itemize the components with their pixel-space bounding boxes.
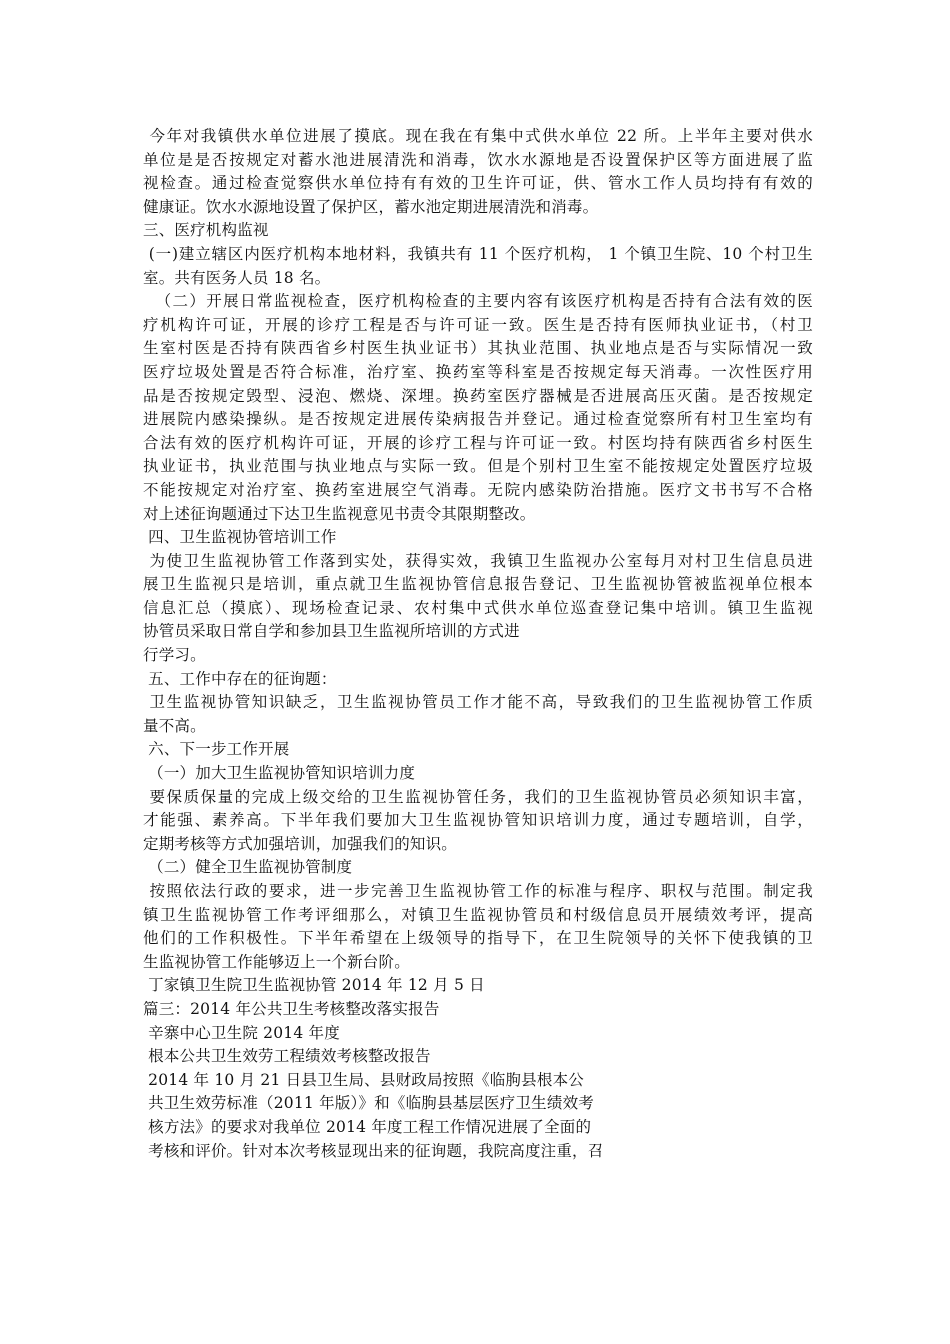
text-line: 健康证。饮水水源地设置了保护区，蓄水池定期进展清洗和消毒。	[143, 197, 599, 216]
text-line: 医疗垃圾处置是否符合标准，治疗室、换药室等科室是否按规定每天消毒。一次性医疗用	[143, 362, 813, 381]
text-line: 品是否按规定毁型、浸泡、燃烧、深埋。换药室医疗器械是否进展高压灭菌。是否按规定	[143, 386, 813, 405]
text-line: 疗机构许可证，开展的诊疗工程是否与许可证一致。医生是否持有医师执业证书，（村卫	[143, 315, 813, 334]
text-line: 定期考核等方式加强培训，加强我们的知识。	[143, 834, 458, 853]
text-line: 他们的工作积极性。下半年希望在上级领导的指导下，在卫生院领导的关怀下使我镇的卫	[143, 929, 813, 948]
text-line: 进展院内感染操纵。是否按规定进展传染病报告并登记。通过检查觉察所有村卫生室均有	[143, 410, 813, 429]
text-line: 才能强、素养高。下半年我们要加大卫生监视协管知识培训力度，通过专题培训，自学，	[143, 811, 813, 830]
text-line: 要保质保量的完成上级交给的卫生监视协管任务，我们的卫生监视协管员必须知识丰富，	[143, 787, 813, 806]
text-line: 镇卫生监视协管工作考评细那么，对镇卫生监视协管员和村级信息员开展绩效考评，提高	[143, 905, 813, 924]
text-line: 单位是是否按规定对蓄水池进展清洗和消毒，饮水水源地是否设置保护区等方面进展了监	[143, 150, 813, 169]
text-line: 生室村医是否持有陕西省乡村医生执业证书）其执业范围、执业地点是否与实际情况一致	[143, 339, 813, 358]
text-line: 卫生监视协管知识缺乏，卫生监视协管员工作才能不高，导致我们的卫生监视协管工作质	[143, 693, 813, 712]
text-line: (一)建立辖区内医疗机构本地材料，我镇共有 11 个医疗机构， 1 个镇卫生院、10 个村卫生	[143, 244, 813, 263]
text-line: 对上述征询题通过下达卫生监视意见书责令其限期整改。	[143, 504, 536, 523]
text-line: 为使卫生监视协管工作落到实处，获得实效，我镇卫生监视办公室每月对村卫生信息员进	[143, 551, 813, 570]
article-title: 篇三：2014 年公共卫生考核整改落实报告	[143, 999, 440, 1018]
report-subtitle: 根本公共卫生效劳工程绩效考核整改报告	[143, 1047, 431, 1066]
text-line: 2014 年 10 月 21 日县卫生局、县财政局按照《临朐县根本公	[143, 1070, 584, 1089]
section-heading: 四、卫生监视协管培训工作	[143, 528, 337, 547]
section-heading: 六、下一步工作开展	[143, 740, 290, 759]
text-line: 室。共有医务人员 18 名。	[143, 268, 331, 287]
text-line: 量不高。	[143, 716, 206, 735]
text-line: 展卫生监视只是培训，重点就卫生监视协管信息报告登记、卫生监视协管被监视单位根本	[143, 575, 813, 594]
text-line: 生监视协管工作能够迈上一个新台阶。	[143, 952, 410, 971]
text-line: （二）开展日常监视检查，医疗机构检查的主要内容有该医疗机构是否持有合法有效的医	[143, 292, 813, 311]
text-line: 核方法》的要求对我单位 2014 年度工程工作情况进展了全面的	[143, 1117, 592, 1136]
report-subtitle: 辛寨中心卫生院 2014 年度	[143, 1023, 340, 1042]
text-line: 合法有效的医疗机构许可证，开展的诊疗工程与许可证一致。村医均持有陕西省乡村医生	[143, 433, 813, 452]
text-line: 执业证书，执业范围与执业地点与实际一致。但是个别村卫生室不能按规定处置医疗垃圾	[143, 457, 813, 476]
text-line: 今年对我镇供水单位进展了摸底。现在我在有集中式供水单位 22 所。上半年主要对供水	[143, 127, 813, 145]
text-line: 视检查。通过检查觉察供水单位持有有效的卫生许可证，供、管水工作人员均持有有效的	[143, 174, 813, 193]
document-body	[143, 125, 813, 1163]
text-line: 考核和评价。针对本次考核显现出来的征询题，我院高度注重，召	[143, 1141, 604, 1160]
subsection-heading: （一）加大卫生监视协管知识培训力度	[143, 764, 416, 783]
text-line: 共卫生效劳标准（2011 年版）》和《临朐县基层医疗卫生绩效考	[143, 1094, 594, 1113]
section-heading: 三、医疗机构监视	[143, 221, 269, 240]
text-line: 协管员采取日常自学和参加县卫生监视所培训的方式进	[143, 622, 520, 641]
subsection-heading: （二）健全卫生监视协管制度	[143, 858, 353, 877]
text-line: 行学习。	[143, 646, 206, 665]
section-heading: 五、工作中存在的征询题：	[143, 669, 337, 688]
text-line: 不能按规定对治疗室、换药室进展空气消毒。无院内感染防治措施。医疗文书书写不合格	[143, 480, 813, 499]
text-line: 按照依法行政的要求，进一步完善卫生监视协管工作的标准与程序、职权与范围。制定我	[143, 882, 813, 900]
signature-line: 丁家镇卫生院卫生监视协管 2014 年 12 月 5 日	[143, 976, 485, 995]
text-line: 信息汇总（摸底）、现场检查记录、农村集中式供水单位巡查登记集中培训。镇卫生监视	[143, 598, 813, 617]
